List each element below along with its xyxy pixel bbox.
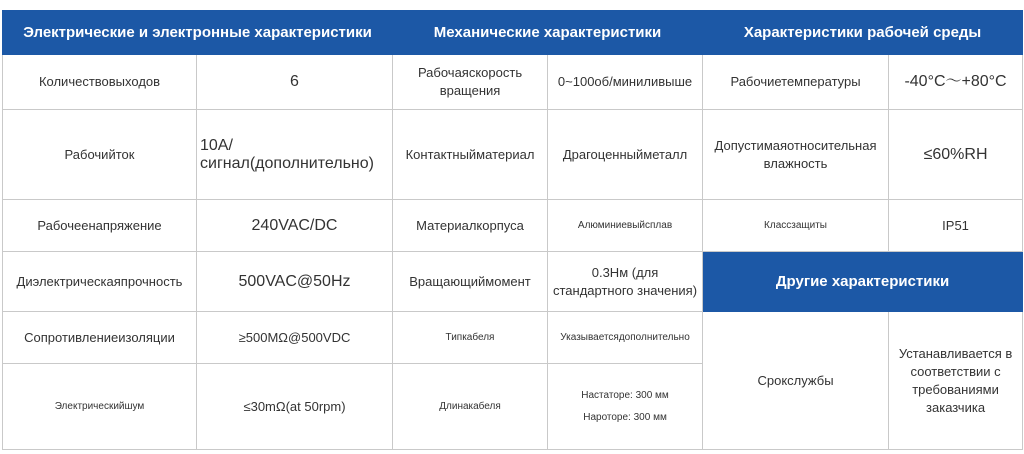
header-environment: Характеристики рабочей среды <box>703 11 1023 55</box>
table-row <box>3 55 1023 110</box>
header-row <box>3 11 1023 55</box>
table-row <box>3 200 1023 252</box>
mechanical-value: Драгоценныйметалл <box>548 110 703 200</box>
specifications-table <box>2 10 1023 450</box>
electrical-value: 10A/сигнал(дополнительно) <box>197 110 393 200</box>
table-row <box>3 252 1023 312</box>
header-other: Другие характеристики <box>703 252 1023 312</box>
mechanical-value: 0~100об/миниливыше <box>548 55 703 110</box>
mechanical-value: Указываетсядополнительно <box>548 312 703 364</box>
electrical-label: Диэлектрическаяпрочность <box>3 252 197 312</box>
electrical-value: ≥500MΩ@500VDC <box>197 312 393 364</box>
mechanical-label: Контактныйматериал <box>393 110 548 200</box>
mechanical-label: Типкабеля <box>393 312 548 364</box>
other-label: Срокслужбы <box>703 312 889 450</box>
electrical-label: Количествовыходов <box>3 55 197 110</box>
mechanical-label: Рабочаяскорость вращения <box>393 55 548 110</box>
environment-label: Допустимаяотносительная влажность <box>703 110 889 200</box>
environment-value: ≤60%RH <box>889 110 1023 200</box>
other-value: Устанавливается в соответствии с требованиями заказчика <box>889 312 1023 450</box>
mechanical-value-cable-length <box>548 364 703 450</box>
mechanical-label: Длинакабеля <box>393 364 548 450</box>
mechanical-label: Вращающиймомент <box>393 252 548 312</box>
electrical-value: ≤30mΩ(at 50rpm) <box>197 364 393 450</box>
electrical-label: Сопротивлениеизоляции <box>3 312 197 364</box>
header-mechanical: Механические характеристики <box>393 11 703 55</box>
electrical-value: 6 <box>197 55 393 110</box>
table-row <box>3 110 1023 200</box>
cable-length-rotor: Нароторе: 300 мм <box>583 411 667 423</box>
environment-value: IP51 <box>889 200 1023 252</box>
mechanical-label: Материалкорпуса <box>393 200 548 252</box>
table-row <box>3 312 1023 364</box>
environment-label: Классзащиты <box>703 200 889 252</box>
environment-label: Рабочиетемпературы <box>703 55 889 110</box>
electrical-label: Рабочийток <box>3 110 197 200</box>
header-electrical: Электрические и электронные характеристики <box>3 11 393 55</box>
electrical-label: Электрическийшум <box>3 364 197 450</box>
electrical-value: 240VAC/DC <box>197 200 393 252</box>
cable-length-stator: Настаторе: 300 мм <box>581 389 669 401</box>
mechanical-value: 0.3Нм (для стандартного значения) <box>548 252 703 312</box>
mechanical-value: Алюминиевыйсплав <box>548 200 703 252</box>
electrical-label: Рабочеенапряжение <box>3 200 197 252</box>
environment-value: -40°C～+80°C <box>889 55 1023 110</box>
electrical-value: 500VAC@50Hz <box>197 252 393 312</box>
